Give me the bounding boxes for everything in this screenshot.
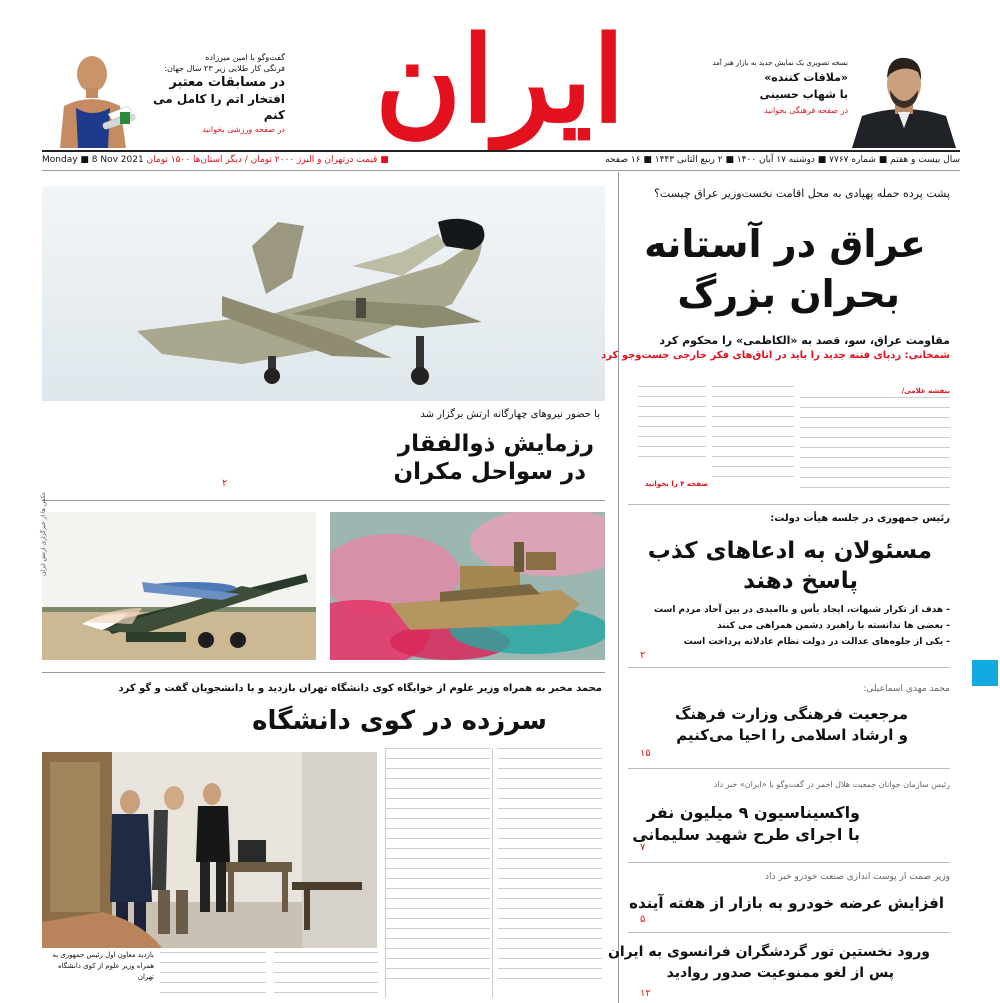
promo-headline: در مسابقات معتبر — [169, 75, 285, 90]
page-ref: ۱۵ — [640, 748, 651, 759]
story-headline: مسئولان به ادعاهای کذب — [647, 538, 932, 564]
lead-subhead: مقاومت عراق، سو، قصد به «الکاظمی» را محکوم کرد — [659, 334, 950, 347]
university-kicker: محمد مخبر به همراه وزیر علوم از خوابگاه کوی دانشگاه تهران بازدید و با دانشجویان گفت و گو کرد — [118, 683, 602, 694]
hovercraft-photo — [330, 512, 605, 660]
lead-byline: بنفشه غلامی/ — [901, 387, 950, 395]
lead-ref[interactable]: صفحه ۴ را بخوانید — [644, 480, 708, 488]
wrestler-photo — [42, 48, 142, 148]
story-kicker: وزیر صمت از پوست اندازی صنعت خودرو خبر داد — [765, 872, 950, 882]
military-headline: رزمایش ذوالفقار — [397, 431, 594, 457]
story-headline: و ارشاد اسلامی را احیا می‌کنیم — [676, 726, 908, 744]
story-kicker: رئیس سازمان جوانان جمعیت هلال احمر در گفت‌وگو با «ایران» خبر داد — [713, 780, 950, 789]
story-bullet: - بعضی ها ندانسته با راهبرد دشمن همراهی می کنند — [717, 621, 950, 631]
promo-title: «ملاقات کننده» — [764, 71, 848, 84]
story-headline: با اجرای طرح شهید سلیمانی — [632, 825, 860, 844]
logo: ایران — [374, 10, 626, 149]
military-story[interactable] — [220, 408, 600, 486]
story-vaccine[interactable] — [628, 778, 950, 846]
military-headline: در سواحل مکران — [393, 459, 586, 485]
story-headline: واکسیناسیون ۹ میلیون نفر — [646, 803, 860, 822]
dateline-left: Monday ■ 8 Nov 2021 ■ قیمت درتهران و البرز ۲۰۰۰ تومان / دیگر استان‌ها ۱۵۰۰ تومان — [42, 155, 389, 165]
story-kicker: محمد مهدی اسماعیلی: — [863, 684, 950, 694]
page-marker — [972, 660, 998, 686]
story-headline: ورود نخستین تور گردشگران فرانسوی به ایران — [607, 944, 930, 960]
lead-subhead: شمخانی: ردپای فتنه جدید را باید در اتاق‌های فکر خارجی جست‌وجو کرد — [601, 350, 950, 361]
photo-credit: عکس ها از خبرگزاری ارتش ایران — [40, 491, 47, 576]
story-headline: مرجعیت فرهنگی وزارت فرهنگ — [675, 705, 908, 723]
promo-ref: در صفحه ورزشی بخوانید — [202, 125, 285, 134]
page-ref: ۱۲ — [640, 988, 651, 999]
promo-kicker: گفت‌وگو با امین میرزاده — [205, 53, 285, 62]
lead-kicker: پشت پرده حمله پهپادی به محل اقامت نخست‌وزیر عراق چیست؟ — [654, 187, 950, 200]
university-headline[interactable]: سرزده در کوی دانشگاه — [252, 706, 547, 736]
left-promo[interactable] — [140, 52, 285, 137]
jet-photo — [42, 186, 605, 401]
story-kicker: رئیس جمهوری در جلسه هیأت دولت: — [770, 513, 950, 524]
dorm-visit-photo — [42, 752, 377, 948]
lead-headline: بحران بزرگ — [677, 272, 900, 316]
promo-ref: در صفحه فرهنگی بخوانید — [764, 106, 848, 115]
actor-photo — [848, 50, 960, 148]
military-kicker: با حضور نیروهای چهارگانه ارتش برگزار شد — [420, 409, 600, 420]
university-caption: بازدید معاون اول رئیس جمهوری به همراه وزیر علوم از کوی دانشگاه تهران — [52, 951, 154, 981]
page-ref: ۷ — [640, 842, 646, 853]
story-headline: افزایش عرضه خودرو به بازار از هفته آینده — [629, 894, 944, 912]
lead-headline: عراق در آستانه — [644, 222, 926, 266]
lead-story[interactable] — [601, 186, 950, 363]
promo-headline: افتخار اتم را کامل می کنم — [153, 92, 285, 122]
story-auto[interactable] — [628, 870, 950, 914]
story-bullet: - یکی از جلوه‌های عدالت در دولت نظام عادلانه پرداخت است — [683, 637, 950, 647]
story-headline: پس از لغو ممنوعیت صدور روادید — [666, 965, 894, 981]
story-bullet: - هدف از تکرار شبهات، ایجاد یأس و ناامیدی در بین آحاد مردم است — [653, 605, 950, 615]
page-ref: ۵ — [640, 914, 646, 925]
page-ref: ۲ — [640, 650, 646, 661]
story-culture[interactable] — [628, 682, 950, 746]
story-govt[interactable] — [628, 512, 950, 650]
story-tourism[interactable] — [607, 942, 950, 984]
dateline-right: سال بیست و هفتم ■ شماره ۷۷۶۷ ■ دوشنبه ۱۷ آبان ۱۴۰۰ ■ ۲ ربیع الثانی ۱۴۴۳ ■ ۱۶ صفحه — [605, 155, 960, 165]
drone-launch-photo — [42, 512, 316, 660]
military-page-ref: ۲ — [222, 478, 228, 489]
right-promo[interactable] — [696, 58, 848, 119]
promo-kicker: نسخه تصویری یک نمایش جدید به بازار هنر آمد — [712, 59, 848, 67]
promo-line: فرنگی کار طلایی زیر ۲۳ سال جهان: — [164, 64, 285, 73]
promo-subtitle: با شهاب حسینی — [759, 88, 848, 101]
story-headline: پاسخ دهند — [743, 568, 858, 594]
